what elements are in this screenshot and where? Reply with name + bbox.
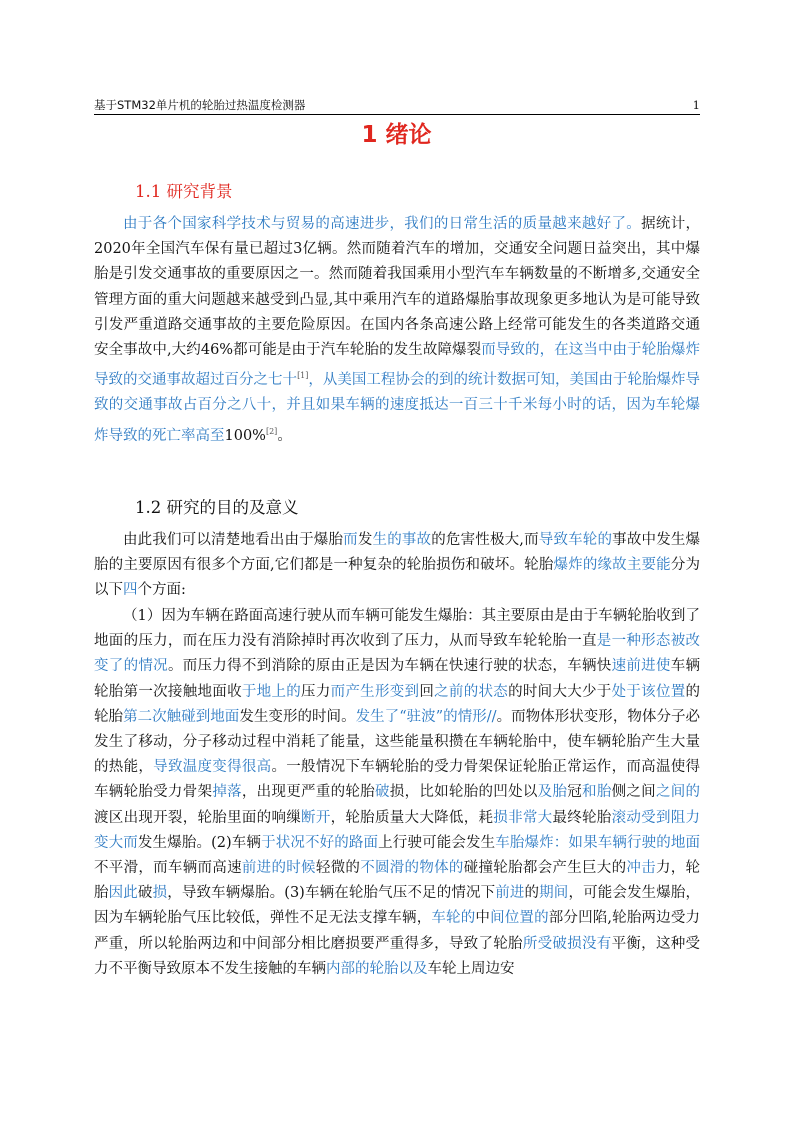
paragraph-background	[94, 212, 700, 449]
body-text: 个方面:	[137, 582, 186, 599]
highlighted-text: 车胎爆炸：如果车辆行驶的地面	[495, 834, 701, 851]
body-text: ，可能会发生爆胎，因为车辆轮胎气压比较低，弹性不足无法支撑车辆，	[94, 885, 701, 927]
highlighted-text: ，从美国工程协会的到的统计数据可知，美国由于轮胎爆炸导致的交通事故占百分之八十，并且如果车辆的速度抵达一百三十千米每小时的话，因为车轮爆炸导致的死亡率高至	[94, 372, 701, 444]
highlighted-text: 导致温度变得很高	[153, 759, 272, 776]
body-text: 。一般情况下车辆轮胎的受力骨架保证轮胎正常运作，而高温使得车辆轮胎受力骨架	[94, 759, 701, 801]
body-text: 由此我们可以清楚地看出由于爆胎	[123, 532, 344, 548]
body-text: ，轮胎质量大大降低，耗	[330, 809, 494, 826]
highlighted-text: 期间	[539, 885, 569, 902]
body-text: 回	[419, 683, 435, 700]
body-text: 渡区出现开裂，轮胎里面的响缫	[94, 809, 302, 826]
highlighted-text: 而	[343, 532, 358, 548]
body-text: 的时间大大少于	[508, 683, 612, 700]
body-text: 最终轮胎	[552, 809, 612, 826]
body-text: 车辆轮胎第一次接触地面收	[94, 658, 701, 700]
highlighted-text: 之间的	[655, 784, 701, 801]
body-text: 侧之间	[611, 784, 656, 801]
body-text: 碰撞轮胎都会产生巨大的	[463, 860, 627, 877]
highlighted-text: 及胎	[537, 784, 568, 801]
body-text: 车轮上周边安	[427, 960, 515, 977]
highlighted-text: 前进的时候	[241, 860, 316, 877]
body-text: 压力	[301, 683, 331, 700]
highlighted-text: 于地上的	[241, 683, 302, 700]
highlighted-text: 处于该位置	[611, 683, 686, 700]
body-text: 冠	[567, 784, 583, 801]
highlighted-text: 速前进使	[611, 658, 671, 675]
highlighted-text: 四	[123, 582, 138, 599]
body-text: 的危害性极大,而	[431, 532, 539, 548]
highlighted-text: 而导致的，在这当中由于轮胎爆炸导致的交通事故超过百分之七十	[94, 342, 700, 389]
highlighted-text: 损非常大	[493, 809, 553, 826]
body-text: 100%	[224, 427, 266, 444]
highlighted-text: 因此	[108, 885, 138, 902]
highlighted-text: 发生了“驻波”的情形//	[355, 708, 497, 725]
highlighted-text: 所受破损没有	[522, 935, 612, 952]
body-text: 发生变形的时间。	[239, 708, 356, 725]
citation-2: [2]	[265, 426, 278, 436]
section-heading-1-2: 1.2 研究的目的及意义	[135, 498, 299, 517]
body-text: 的轮胎	[94, 683, 701, 725]
body-text: 的	[524, 885, 540, 902]
body-text: 中	[475, 910, 491, 927]
highlighted-text: 生的事故	[372, 532, 432, 548]
body-text: 平衡，这种受力不平衡导致原本不发生接触的车辆	[94, 935, 701, 977]
body-text: 破	[137, 885, 153, 902]
highlighted-text: 损	[152, 885, 168, 902]
highlighted-text: 滚动受到阻力变大而	[94, 809, 701, 851]
body-text: （1）因为车辆在路面高速行驶从而车辆可能发生爆胎：其主要原由是由于车辆轮胎收到了地面的压力，而在压力没有消除掉时再次收到了压力，从而导致车轮轮胎一直	[94, 608, 700, 650]
body-text: 部分凹陷,轮胎两边受力严重，所以轮胎两边和中间部分相比磨损要严重得多，导致了轮胎	[94, 910, 701, 952]
highlighted-text: 不圆滑的物体的	[360, 860, 464, 877]
highlighted-text: 是一种形态被改变了的情况	[94, 633, 701, 675]
paragraph-causes	[94, 604, 700, 982]
highlighted-text: 于状况不好的路面	[261, 834, 379, 851]
highlighted-text: 内部的轮胎以及	[326, 960, 428, 977]
highlighted-text: 掉落	[212, 784, 242, 801]
highlighted-text: 冲击	[626, 860, 656, 877]
highlighted-text: 导致车轮的	[538, 532, 613, 548]
highlighted-text: 之前的状态	[434, 683, 509, 700]
highlighted-text: 前进	[495, 885, 525, 902]
body-text: ，出现更严重的轮胎	[241, 784, 375, 801]
body-text: 发生爆胎。(2)车辆	[137, 834, 262, 851]
body-text: 上行驶可能会发生	[378, 834, 496, 851]
highlighted-text: 和胎	[582, 784, 612, 801]
highlighted-text: 破	[374, 784, 390, 801]
body-text: 不平滑，而车辆而高速	[94, 860, 242, 877]
page-header	[94, 96, 700, 115]
body-text: 轻微的	[315, 860, 361, 877]
body-text: 。而物体形状变形，物体分子必发生了移动，分子移动过程中消耗了能量，这些能量积攒在车辆轮胎中，使车辆轮胎产生大量的热能，	[94, 708, 701, 776]
highlighted-text: 第二次触碰到地面	[123, 708, 240, 725]
body-text: 。而压力得不到消除的原由正是因为车辆在快速行驶的状态，车辆快	[167, 658, 612, 675]
body-text: 力，轮胎	[94, 860, 701, 902]
paragraph-purpose-intro	[94, 528, 700, 604]
body-text: 事故中发生爆胎的主要原因有很多个方面,它们都是一种复杂的轮胎损伤和破坏。轮胎	[94, 532, 701, 574]
body-text: 损，比如轮胎的凹处以	[389, 784, 538, 801]
header-title: 基于STM32单片机的轮胎过热温度检测器	[94, 98, 306, 112]
highlighted-text: 车轮的	[431, 910, 476, 927]
section-heading-1-1: 1.1 研究背景	[135, 182, 233, 201]
chapter-title: 1 绪论	[361, 122, 432, 148]
highlighted-text: 间位置的	[490, 910, 549, 927]
body-text: 据统计，2020年全国汽车保有量已超过3亿辆。然而随着汽车的增加，交通安全问题日益突出，其中爆胎是引发交通事故的重要原因之一。然而随着我国乘用小型汽车车辆数量的不断增多,交通安全管理方面的重大问题越来越受到凸显,其中乘用汽车的道路爆胎事故现象更多地认为是可能导致引发严重道路交通事故的主要危险原因。在国内各条高速公路上经常可能发生的各类道路交通安全事故中,大约46%都可能是由于汽车轮胎的发生故障爆裂	[94, 216, 701, 359]
highlighted-text: 由于各个国家科学技术与贸易的高速进步，我们的日常生活的质量越来越好了。	[123, 216, 642, 232]
highlighted-text: 爆炸的缘故主要能	[553, 557, 671, 574]
body-text: 。	[277, 427, 292, 444]
highlighted-text: 断开	[301, 809, 331, 826]
highlighted-text: 而产生形变到	[330, 683, 420, 700]
page-number: 1	[692, 98, 700, 112]
citation-1: [1]	[297, 371, 309, 381]
body-text: 分为以下	[94, 557, 700, 599]
body-text: ，导致车辆爆胎。(3)车辆在轮胎气压不足的情况下	[167, 885, 496, 902]
body-text: 发	[357, 532, 373, 548]
